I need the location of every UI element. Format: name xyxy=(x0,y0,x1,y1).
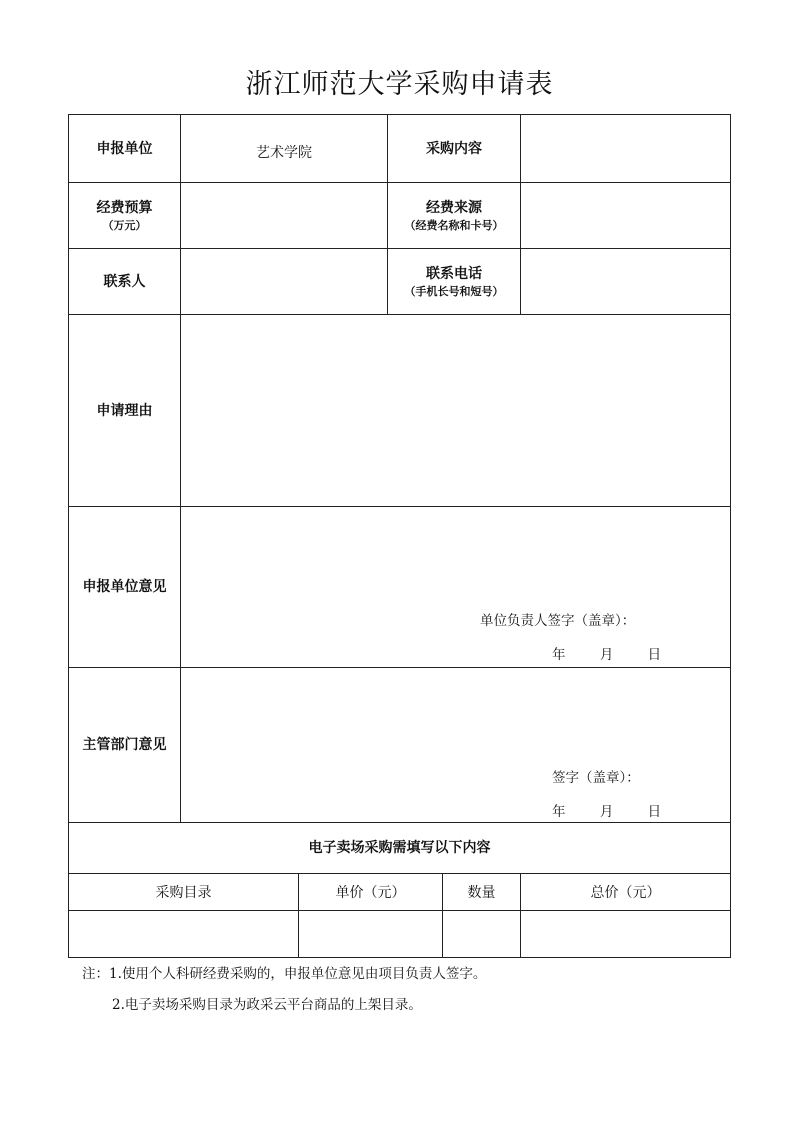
budget-label: 经费预算 xyxy=(96,199,153,216)
budget-label-cell xyxy=(69,183,180,248)
unit-label-cell xyxy=(69,115,180,182)
reason-field[interactable] xyxy=(181,315,730,506)
unit-opinion-label-cell xyxy=(69,507,180,667)
unit-opinion-label: 申报单位意见 xyxy=(82,579,167,595)
unit-label: 申报单位 xyxy=(96,140,153,157)
budget-value-field[interactable] xyxy=(181,183,387,248)
col-header-unit-price: 单价（元） xyxy=(335,885,406,901)
dept-opinion-field[interactable] xyxy=(181,668,730,822)
mall-heading-cell xyxy=(69,823,730,873)
reason-label: 申请理由 xyxy=(96,402,153,419)
contact-label-cell xyxy=(69,249,180,314)
table-border-bottom xyxy=(68,957,731,958)
col-header-catalog: 采购目录 xyxy=(155,885,212,901)
table-border-right xyxy=(730,114,731,958)
unit-price-field[interactable] xyxy=(299,911,442,957)
note-2: 2.电子卖场采购目录为政采云平台商品的上架目录。 xyxy=(112,997,422,1013)
phone-sublabel: （手机长号和短号） xyxy=(404,284,504,298)
quantity-field[interactable] xyxy=(443,911,520,957)
unit-value: 艺术学院 xyxy=(256,145,312,161)
phone-value-field[interactable] xyxy=(521,249,730,314)
contact-value-field[interactable] xyxy=(181,249,387,314)
dept-signature-label: 签字（盖章）： xyxy=(552,770,640,786)
col-header-quantity: 数量 xyxy=(467,885,496,901)
page-title: 浙江师范大学采购申请表 xyxy=(245,69,554,100)
content-label: 采购内容 xyxy=(426,140,482,157)
content-label-cell xyxy=(388,115,520,182)
dept-opinion-label-cell xyxy=(69,668,180,822)
dept-date-label: 年 月 日 xyxy=(552,804,662,820)
total-price-field[interactable] xyxy=(521,911,730,957)
source-label-cell xyxy=(388,183,520,248)
unit-value-cell[interactable] xyxy=(181,115,387,182)
phone-label: 联系电话 xyxy=(426,265,482,282)
reason-label-cell xyxy=(69,315,180,506)
mall-heading: 电子卖场采购需填写以下内容 xyxy=(308,840,491,856)
source-label: 经费来源 xyxy=(426,199,482,216)
source-value-field[interactable] xyxy=(521,183,730,248)
contact-label: 联系人 xyxy=(103,273,146,290)
unit-date-label: 年 月 日 xyxy=(552,647,662,663)
note-1: 注：1.使用个人科研经费采购的，申报单位意见由项目负责人签字。 xyxy=(82,966,487,982)
phone-label-cell xyxy=(388,249,520,314)
content-value-field[interactable] xyxy=(521,115,730,182)
dept-opinion-label: 主管部门意见 xyxy=(82,737,167,753)
unit-signature-label: 单位负责人签字（盖章）： xyxy=(480,613,636,629)
budget-sublabel: （万元） xyxy=(102,218,147,232)
catalog-field[interactable] xyxy=(69,911,298,957)
source-sublabel: （经费名称和卡号） xyxy=(404,218,504,232)
col-header-total-price: 总价（元） xyxy=(590,885,661,901)
